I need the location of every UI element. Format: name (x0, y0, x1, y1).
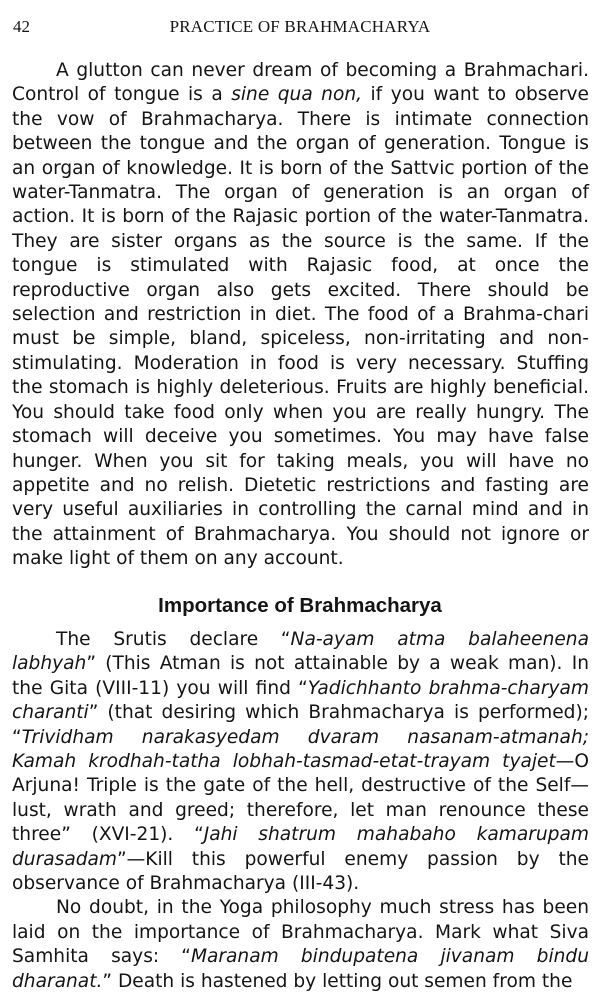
paragraph-text (12, 59, 589, 572)
text-run: The Srutis declare “ (56, 629, 291, 650)
italic-quote: Trividham narakasyedam dvaram nasanam-atmanah; Kamah krodhah-tatha lobhah-tasmad-etat-trayam tyajet (12, 726, 589, 773)
page-number: 42 (13, 17, 30, 36)
text-run: ” (that desiring which Brahmacharya is performed); “ (12, 702, 589, 748)
italic-quote: Yadichhanto brahma-charyam charanti (12, 677, 589, 724)
text-run: —O Arjuna! Triple is the gate of the hell, destructive of the Self—lust, wrath and greed; therefore, let man renounce these three” (XVI-21). “ (12, 751, 589, 846)
section-body (12, 628, 589, 994)
text-run: if you want to observe the vow of Brahmacharya. There is intimate connection between the tongue and the organ of generation. Tongue is an organ of knowledge. It is born of the Sattvic portion of the water-Tanmatra. The organ of generation is an organ of action. It is born of the Rajasic portion of the water-Tanmatra. They are sister organs as the source is the same. If the tongue is stimulated with Rajasic food, at once the reproductive organ also gets excited. There should be selection and restriction in diet. The food of a Brahma-chari must be simple, bland, spiceless, non-irritating and non-stimulating. Moderation in food is very necessary. Stuffing the stomach is highly deleterious. Fruits are highly beneficial. You should take food only when you are really hungry. The stomach will deceive you sometimes. You may have false hunger. When you sit for taking meals, you will have no appetite and no relish. Dietetic restrictions and fasting are very useful auxiliaries in controlling the carnal mind and in the attainment of Brahmacharya. You should not ignore or make light of them on any account. (12, 84, 589, 570)
section-heading: Importance of Brahmacharya (158, 594, 442, 617)
paragraph-yoga (12, 896, 589, 994)
italic-phrase: sine qua non, (231, 84, 363, 106)
italic-quote: Jahi shatrum mahabaho kamarupam durasadam (12, 824, 589, 870)
paragraph-srutis (12, 628, 589, 896)
text-run: ” (This Atman is not attainable by a weak man). In the Gita (VIII-11) you will find “ (12, 653, 589, 699)
text-run: A glutton can never dream of becoming a Brahmachari. Control of tongue is a (12, 60, 589, 106)
running-head: PRACTICE OF BRAHMACHARYA (169, 17, 431, 36)
paragraph-diet (12, 59, 589, 572)
italic-quote: Na-ayam atma balaheenena labhyah (12, 629, 589, 675)
text-run: No doubt, in the Yoga philosophy much stress has been laid on the importance of Brahmacharya. Mark what Siva Samhita says: “ (12, 897, 589, 968)
text-run: ” Death is hastened by letting out semen from the (102, 970, 573, 992)
italic-quote: Maranam bindupatena jivanam bindu dharanat. (12, 946, 589, 992)
text-run: ”—Kill this powerful enemy passion by the observance of Brahmacharya (III-43). (12, 848, 589, 895)
